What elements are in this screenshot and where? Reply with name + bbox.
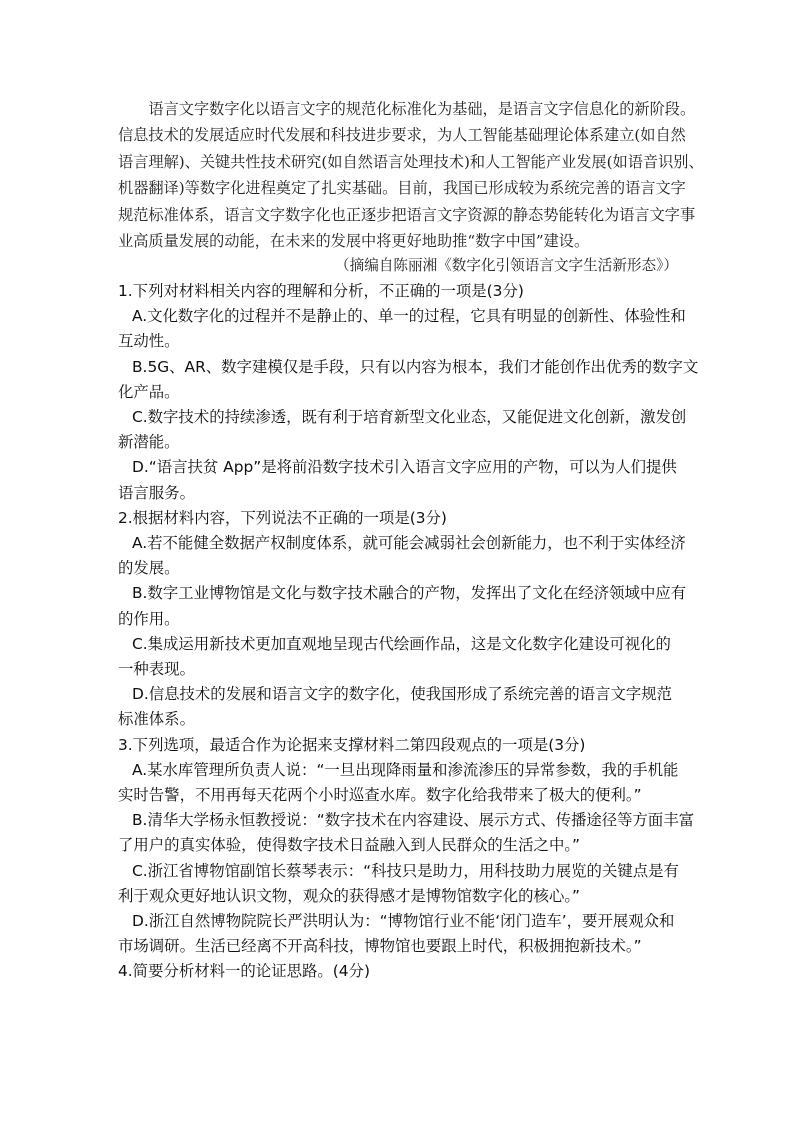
question-2 [118, 506, 687, 733]
question-list [118, 279, 699, 985]
option-text: 的作用。 [118, 609, 180, 628]
option-text: D.“语言扶贫 App”是将前沿数字技术引入语言文字应用的产物，可以为人们提供 [132, 458, 677, 477]
option-text: B.5G、AR、数字建模仅是手段，只有以内容为根本，我们才能创作出优秀的数字文 [132, 357, 699, 376]
option-text: 的发展。 [118, 559, 180, 578]
option-b [118, 808, 695, 858]
passage-line: 业高质量发展的动能，在未来的发展中将更好地助推“数字中国”建设。 [118, 232, 590, 251]
passage-line: 信息技术的发展适应时代发展和科技进步要求，为人工智能基础理论体系建立(如自然 [118, 126, 686, 145]
option-text: 新潜能。 [118, 433, 180, 452]
option-c [118, 405, 687, 455]
option-text: D.浙江自然博物院院长严洪明认为：“博物馆行业不能‘闭门造车’，要开展观众和 [132, 912, 675, 931]
option-b [118, 581, 687, 631]
option-b [118, 355, 699, 405]
option-text: 实时告警，不用再每天花两个小时巡查水库。数字化给我带来了极大的便利。” [118, 786, 642, 805]
passage-line: 语言理解)、关键共性技术研究(如自然语言处理技术)和人工智能产业发展(如语音识别、 [118, 152, 704, 171]
option-text: D.信息技术的发展和语言文字的数字化，使我国形成了系统完善的语言文字规范 [132, 685, 673, 704]
question-1 [118, 279, 699, 506]
option-d [118, 682, 678, 732]
passage-line: 机器翻译)等数字化进程奠定了扎实基础。目前，我国已形成较为系统完善的语言文字 [118, 179, 686, 198]
option-text: C.数字技术的持续渗透，既有利于培育新型文化业态，又能促进文化创新，激发创 [132, 408, 687, 427]
option-text: A.某水库管理所负责人说：“一旦出现降雨量和渗流渗压的异常参数，我的手机能 [132, 760, 679, 779]
passage-line: 规范标准体系，语言文字数字化也正逐步把语言文字资源的静态势能转化为语言文字事 [118, 205, 696, 224]
option-a [118, 304, 686, 354]
option-text: 利于观众更好地认识文物，观众的获得感才是博物馆数字化的核心。” [118, 886, 580, 905]
question-stem: 1.下列对材料相关内容的理解和分析，不正确的一项是(3分) [118, 282, 524, 300]
question-stem: 4.简要分析材料一的论证思路。(4分) [118, 962, 370, 981]
option-d [118, 455, 678, 505]
option-text: 互动性。 [118, 332, 180, 351]
passage-line: 语言文字数字化以语言文字的规范化标准化为基础，是语言文字信息化的新阶段。 [148, 100, 696, 118]
option-text: A.若不能健全数据产权制度体系，就可能会减弱社会创新能力，也不利于实体经济 [132, 534, 686, 553]
question-stem: 3.下列选项，最适合作为论据来支撑材料二第四段观点的一项是(3分) [118, 735, 586, 754]
option-text: 标准体系。 [118, 710, 195, 729]
option-text: A.文化数字化的过程并不是静止的、单一的过程，它具有明显的创新性、体验性和 [132, 307, 686, 326]
option-text: B.数字工业博物馆是文化与数字技术融合的产物，发挥出了文化在经济领域中应有 [132, 584, 687, 603]
option-text: C.浙江省博物馆副馆长蔡琴表示：“科技只是助力，用科技助力展览的关键点是有 [132, 861, 679, 880]
option-text: 了用户的真实体验，使得数字技术日益融入到人民群众的生活之中。” [118, 836, 580, 855]
question-3 [118, 733, 695, 960]
option-text: C.集成运用新技术更加直观地呈现古代绘画作品，这是文化数字化建设可视化的 [132, 634, 671, 653]
option-a [118, 531, 686, 581]
option-text: 市场调研。生活已经离不开高科技，博物馆也要跟上时代，积极拥抱新技术。” [118, 937, 642, 956]
option-text: B.清华大学杨永恒教授说：“数字技术在内容建设、展示方式、传播途径等方面丰富 [132, 811, 695, 830]
option-text: 语言服务。 [118, 483, 195, 502]
option-a [118, 758, 678, 808]
option-c [118, 859, 678, 909]
option-d [118, 909, 678, 959]
question-stem: 2.根据材料内容，下列说法不正确的一项是(3分) [118, 508, 447, 527]
reading-passage [118, 96, 704, 254]
option-text: 一种表现。 [118, 660, 195, 679]
question-4 [118, 959, 678, 984]
option-c [118, 632, 678, 682]
passage-citation: （摘编自陈丽湘《数字化引领语言文字生活新形态》） [335, 257, 678, 274]
option-text: 化产品。 [118, 382, 180, 401]
